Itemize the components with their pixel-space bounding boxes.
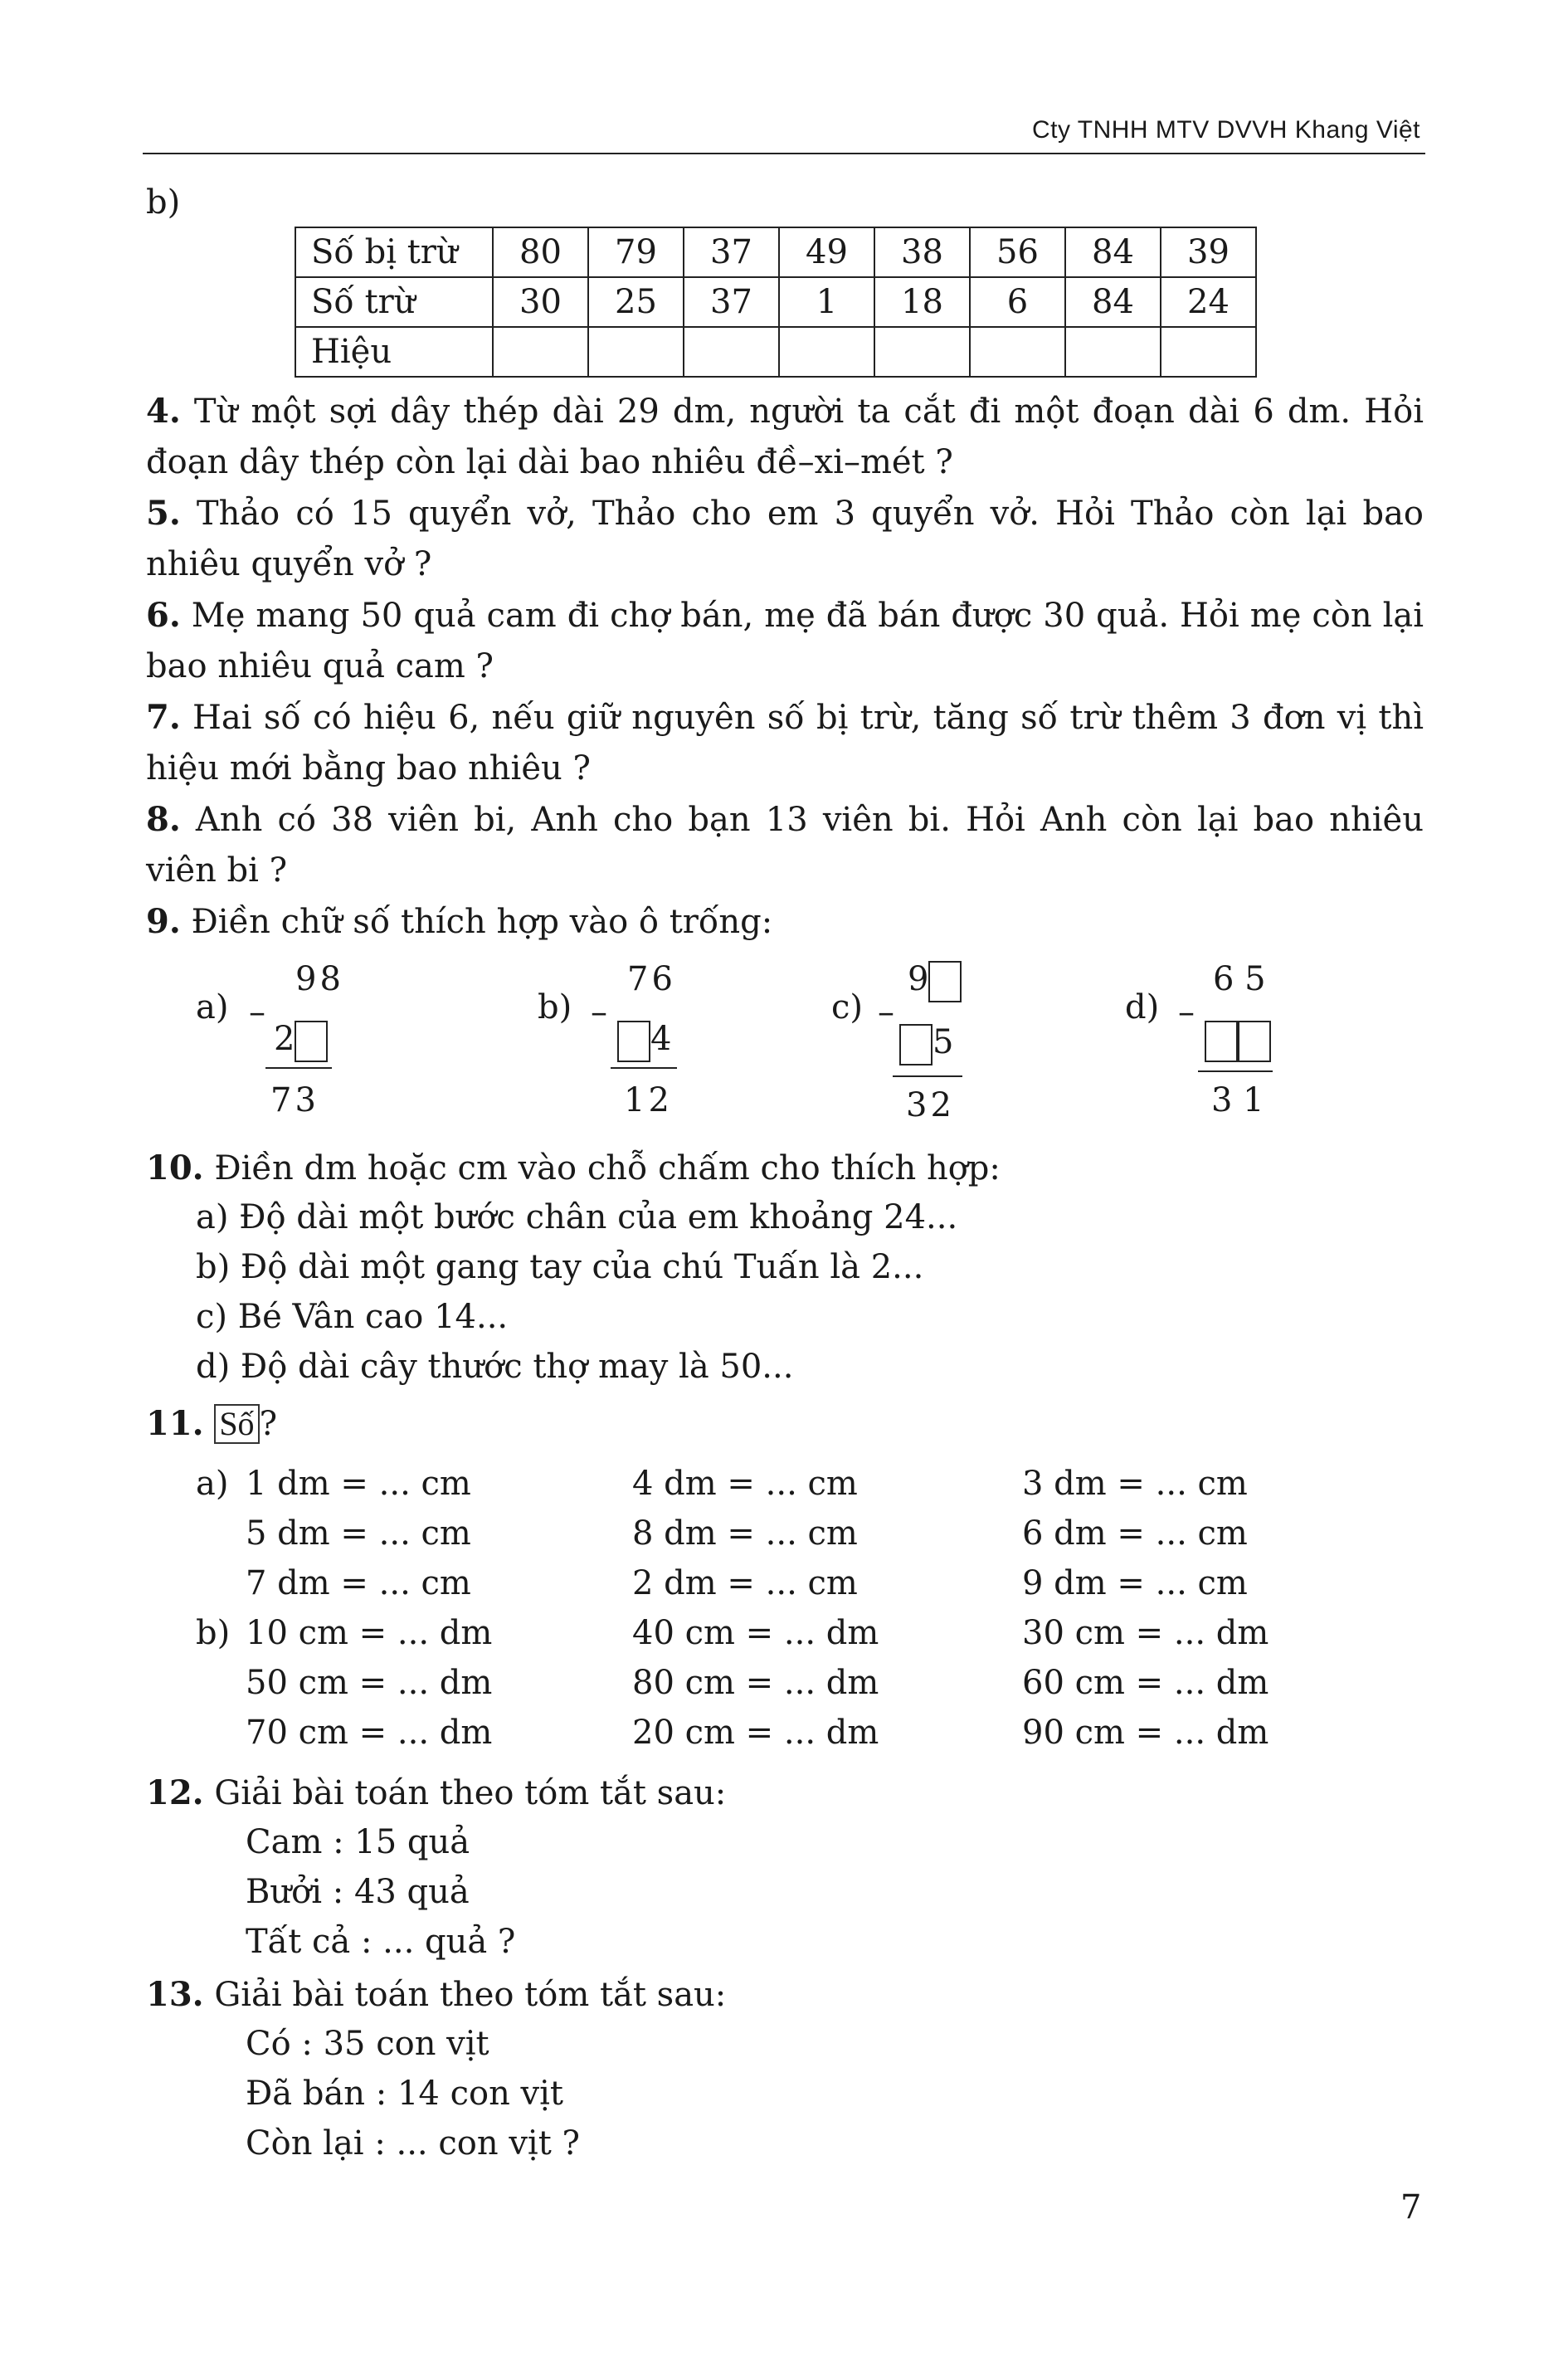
table-cell: 80 xyxy=(493,227,588,277)
p9d-mid xyxy=(1205,1014,1271,1065)
p9c-result: 32 xyxy=(906,1086,955,1124)
p9a-blank-box[interactable] xyxy=(295,1021,328,1062)
section-b-label: b) xyxy=(146,183,181,222)
p9c-blank-box-mid[interactable] xyxy=(899,1024,933,1065)
p12-line: Cam : 15 quả xyxy=(246,1823,470,1861)
table-cell: 56 xyxy=(970,227,1065,277)
p9a-minus: – xyxy=(249,993,265,1031)
conversion-item: 3 dm = ... cm xyxy=(1022,1465,1248,1503)
table-cell[interactable] xyxy=(493,327,588,377)
table-cell: 1 xyxy=(779,277,874,327)
p13-line: Có : 35 con vịt xyxy=(246,2025,489,2063)
problem-12: 12. Giải bài toán theo tóm tắt sau: xyxy=(146,1773,727,1812)
table-cell: 37 xyxy=(684,277,779,327)
problem-8: 8. Anh có 38 viên bi, Anh cho bạn 13 viên bi. Hỏi Anh còn lại bao nhiêu viên bi ? xyxy=(146,800,1424,890)
p9c-minus: – xyxy=(878,993,894,1031)
conversion-item: 10 cm = ... dm xyxy=(246,1614,493,1652)
table-cell: 38 xyxy=(874,227,970,277)
p9a-label: a) xyxy=(196,988,229,1026)
p9b-blank-box[interactable] xyxy=(617,1021,650,1062)
table-cell[interactable] xyxy=(1065,327,1161,377)
table-cell: 79 xyxy=(588,227,684,277)
p9b-mid: 4 xyxy=(617,1014,671,1065)
p9c-rule xyxy=(893,1075,962,1077)
p11-b-label: b) xyxy=(196,1614,231,1652)
table-cell: 49 xyxy=(779,227,874,277)
p9d-top: 6 5 xyxy=(1213,960,1266,998)
table-cell: 18 xyxy=(874,277,970,327)
p9b-minus: – xyxy=(591,993,607,1031)
p9c-top: 9 xyxy=(908,954,962,1005)
conversion-item: 40 cm = ... dm xyxy=(632,1614,879,1652)
table-cell: 37 xyxy=(684,227,779,277)
header-divider xyxy=(143,153,1425,154)
problem-6: 6. Mẹ mang 50 quả cam đi chợ bán, mẹ đã bán được 30 quả. Hỏi mẹ còn lại bao nhiêu quả cam ? xyxy=(146,596,1424,685)
problem-7: 7. Hai số có hiệu 6, nếu giữ nguyên số bị trừ, tăng số trừ thêm 3 đơn vị thì hiệu mới bằng bao nhiêu ? xyxy=(146,698,1424,788)
conversion-item: 6 dm = ... cm xyxy=(1022,1514,1248,1553)
table-cell: 84 xyxy=(1065,277,1161,327)
table-row xyxy=(295,227,1256,277)
conversion-item: 9 dm = ... cm xyxy=(1022,1564,1248,1602)
table-cell[interactable] xyxy=(684,327,779,377)
conversion-item: 7 dm = ... cm xyxy=(246,1564,471,1602)
problem-10: 10. Điền dm hoặc cm vào chỗ chấm cho thích hợp: xyxy=(146,1148,1001,1187)
problem-11: 11. Số ? xyxy=(146,1404,278,1443)
p9b-result: 12 xyxy=(624,1081,673,1119)
p9b-top: 76 xyxy=(627,960,676,998)
page-number: 7 xyxy=(1400,2188,1422,2226)
conversion-item: 1 dm = ... cm xyxy=(246,1465,471,1503)
conversion-item: 4 dm = ... cm xyxy=(632,1465,858,1503)
p9a-mid: 2 xyxy=(274,1014,328,1065)
problem-5: 5. Thảo có 15 quyển vở, Thảo cho em 3 quyển vở. Hỏi Thảo còn lại bao nhiêu quyển vở ? xyxy=(146,494,1424,583)
p10-item: d) Độ dài cây thước thợ may là 50... xyxy=(196,1348,794,1386)
conversion-item: 60 cm = ... dm xyxy=(1022,1664,1269,1702)
problem-13: 13. Giải bài toán theo tóm tắt sau: xyxy=(146,1975,727,2014)
p9c-label: c) xyxy=(831,988,864,1026)
conversion-item: 30 cm = ... dm xyxy=(1022,1614,1269,1652)
table-cell: 39 xyxy=(1161,227,1256,277)
p10-item: a) Độ dài một bước chân của em khoảng 24... xyxy=(196,1198,958,1236)
row-label: Số trừ xyxy=(295,277,493,327)
so-boxed-label: Số xyxy=(214,1404,259,1444)
table-cell: 84 xyxy=(1065,227,1161,277)
p10-item: b) Độ dài một gang tay của chú Tuấn là 2... xyxy=(196,1248,924,1286)
p9a-result: 73 xyxy=(270,1081,319,1119)
conversion-item: 90 cm = ... dm xyxy=(1022,1714,1269,1752)
table-cell[interactable] xyxy=(874,327,970,377)
conversion-item: 20 cm = ... dm xyxy=(632,1714,879,1752)
p12-line: Tất cả : ... quả ? xyxy=(246,1923,516,1961)
conversion-item: 70 cm = ... dm xyxy=(246,1714,493,1752)
p12-line: Bưởi : 43 quả xyxy=(246,1873,470,1911)
conversion-item: 8 dm = ... cm xyxy=(632,1514,858,1553)
table-cell[interactable] xyxy=(588,327,684,377)
p9d-result: 3 1 xyxy=(1211,1081,1264,1119)
p9d-rule xyxy=(1198,1070,1273,1072)
p13-line: Đã bán : 14 con vịt xyxy=(246,2075,564,2113)
table-row xyxy=(295,327,1256,377)
conversion-item: 2 dm = ... cm xyxy=(632,1564,858,1602)
problem-9: 9. Điền chữ số thích hợp vào ô trống: xyxy=(146,902,773,941)
row-label: Hiệu xyxy=(295,327,493,377)
conversion-item: 50 cm = ... dm xyxy=(246,1664,493,1702)
table-cell: 6 xyxy=(970,277,1065,327)
table-cell: 24 xyxy=(1161,277,1256,327)
p9b-rule xyxy=(611,1067,677,1069)
p9d-label: d) xyxy=(1125,988,1160,1026)
p9a-top: 98 xyxy=(295,960,344,998)
row-label: Số bị trừ xyxy=(295,227,493,277)
p13-line: Còn lại : ... con vịt ? xyxy=(246,2124,580,2163)
subtraction-table xyxy=(295,227,1257,378)
header-publisher: Cty TNHH MTV DVVH Khang Việt xyxy=(1031,116,1420,144)
p11-a-label: a) xyxy=(196,1465,229,1503)
p9b-label: b) xyxy=(538,988,572,1026)
p10-item: c) Bé Vân cao 14... xyxy=(196,1298,509,1336)
table-cell: 25 xyxy=(588,277,684,327)
table-cell: 30 xyxy=(493,277,588,327)
table-cell[interactable] xyxy=(970,327,1065,377)
p9a-rule xyxy=(265,1067,332,1069)
table-row xyxy=(295,277,1256,327)
problem-4: 4. Từ một sợi dây thép dài 29 dm, người ta cắt đi một đoạn dài 6 dm. Hỏi đoạn dây thép còn lại dài bao nhiêu đề–xi–mét ? xyxy=(146,392,1424,481)
conversion-item: 5 dm = ... cm xyxy=(246,1514,471,1553)
p9c-blank-box-top[interactable] xyxy=(928,961,962,1002)
conversion-item: 80 cm = ... dm xyxy=(632,1664,879,1702)
p9c-mid: 5 xyxy=(899,1017,953,1068)
p9d-blank-box-2[interactable] xyxy=(1238,1021,1271,1062)
p9d-blank-box-1[interactable] xyxy=(1205,1021,1238,1062)
p9d-minus: – xyxy=(1178,993,1195,1031)
table-cell[interactable] xyxy=(1161,327,1256,377)
table-cell[interactable] xyxy=(779,327,874,377)
